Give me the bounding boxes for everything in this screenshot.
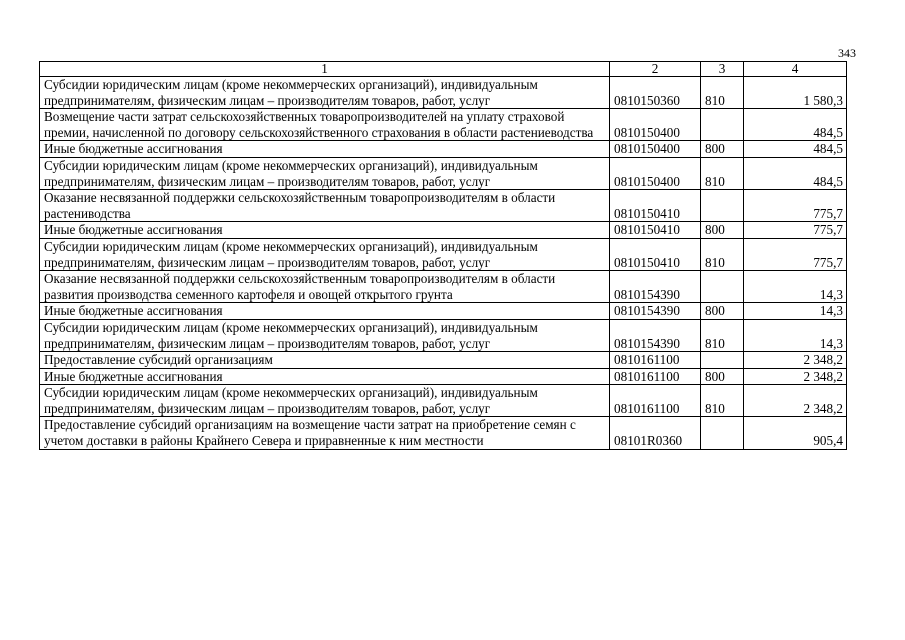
- row-name: Возмещение части затрат сельскохозяйственных товаропроизводителей на уплату страховой премии, начисленной по договору сельскохозяйственного страхования в области растениеводства: [40, 109, 610, 141]
- row-name: Субсидии юридическим лицам (кроме некоммерческих организаций), индивидуальным предпринимателям, физическим лицам – производителям товаров, работ, услуг: [40, 238, 610, 270]
- row-vr: 810: [701, 385, 744, 417]
- row-vr: 800: [701, 141, 744, 158]
- row-vr: 800: [701, 222, 744, 239]
- header-row: [40, 62, 847, 77]
- row-vr: 810: [701, 238, 744, 270]
- row-name: Оказание несвязанной поддержки сельскохозяйственным товаропроизводителям в области растениводства: [40, 190, 610, 222]
- row-code: 08101R0360: [610, 417, 701, 449]
- row-name: Иные бюджетные ассигнования: [40, 141, 610, 158]
- row-code: 0810150410: [610, 238, 701, 270]
- row-amount: 14,3: [744, 303, 847, 320]
- row-amount: 2 348,2: [744, 368, 847, 385]
- row-code: 0810150410: [610, 190, 701, 222]
- row-code: 0810150360: [610, 77, 701, 109]
- row-code: 0810161100: [610, 352, 701, 369]
- row-name: Иные бюджетные ассигнования: [40, 222, 610, 239]
- row-code: 0810154390: [610, 271, 701, 303]
- row-name: Субсидии юридическим лицам (кроме некоммерческих организаций), индивидуальным предпринимателям, физическим лицам – производителям товаров, работ, услуг: [40, 77, 610, 109]
- table-row: [40, 238, 847, 270]
- table-row: [40, 77, 847, 109]
- table-row: [40, 417, 847, 449]
- row-code: 0810150400: [610, 109, 701, 141]
- row-amount: 775,7: [744, 190, 847, 222]
- row-name: Предоставление субсидий организациям: [40, 352, 610, 369]
- column-header-name: 1: [40, 62, 610, 77]
- row-amount: 484,5: [744, 109, 847, 141]
- row-code: 0810150400: [610, 157, 701, 189]
- row-vr: [701, 271, 744, 303]
- table-row: [40, 157, 847, 189]
- row-vr: 800: [701, 368, 744, 385]
- table-body: [40, 77, 847, 450]
- row-amount: 14,3: [744, 271, 847, 303]
- row-vr: 810: [701, 77, 744, 109]
- table-row: [40, 368, 847, 385]
- row-name: Субсидии юридическим лицам (кроме некоммерческих организаций), индивидуальным предпринимателям, физическим лицам – производителям товаров, работ, услуг: [40, 385, 610, 417]
- column-header-code: 2: [610, 62, 701, 77]
- budget-table: [39, 61, 847, 450]
- row-amount: 2 348,2: [744, 385, 847, 417]
- row-vr: [701, 109, 744, 141]
- table-row: [40, 352, 847, 369]
- row-name: Иные бюджетные ассигнования: [40, 368, 610, 385]
- table-row: [40, 141, 847, 158]
- row-code: 0810150410: [610, 222, 701, 239]
- page-number: 343: [838, 46, 856, 60]
- row-code: 0810150400: [610, 141, 701, 158]
- table-row: [40, 190, 847, 222]
- table-row: [40, 385, 847, 417]
- row-vr: 810: [701, 319, 744, 351]
- row-name: Иные бюджетные ассигнования: [40, 303, 610, 320]
- row-amount: 484,5: [744, 141, 847, 158]
- row-amount: 484,5: [744, 157, 847, 189]
- table-row: [40, 222, 847, 239]
- row-amount: 14,3: [744, 319, 847, 351]
- row-amount: 905,4: [744, 417, 847, 449]
- row-amount: 2 348,2: [744, 352, 847, 369]
- table-row: [40, 109, 847, 141]
- table-header: [40, 62, 847, 77]
- row-name: Субсидии юридическим лицам (кроме некоммерческих организаций), индивидуальным предпринимателям, физическим лицам – производителям товаров, работ, услуг: [40, 157, 610, 189]
- table-row: [40, 271, 847, 303]
- row-code: 0810154390: [610, 303, 701, 320]
- row-amount: 775,7: [744, 222, 847, 239]
- row-amount: 1 580,3: [744, 77, 847, 109]
- row-vr: 810: [701, 157, 744, 189]
- row-vr: [701, 417, 744, 449]
- row-code: 0810161100: [610, 368, 701, 385]
- row-name: Субсидии юридическим лицам (кроме некоммерческих организаций), индивидуальным предпринимателям, физическим лицам – производителям товаров, работ, услуг: [40, 319, 610, 351]
- row-code: 0810161100: [610, 385, 701, 417]
- row-code: 0810154390: [610, 319, 701, 351]
- column-header-vr: 3: [701, 62, 744, 77]
- row-amount: 775,7: [744, 238, 847, 270]
- column-header-amount: 4: [744, 62, 847, 77]
- table-row: [40, 303, 847, 320]
- row-name: Оказание несвязанной поддержки сельскохозяйственным товаропроизводителям в области развития производства семенного картофеля и овощей открытого грунта: [40, 271, 610, 303]
- row-vr: 800: [701, 303, 744, 320]
- row-name: Предоставление субсидий организациям на возмещение части затрат на приобретение семян с учетом доставки в районы Крайнего Севера и приравненные к ним местности: [40, 417, 610, 449]
- row-vr: [701, 190, 744, 222]
- row-vr: [701, 352, 744, 369]
- table-row: [40, 319, 847, 351]
